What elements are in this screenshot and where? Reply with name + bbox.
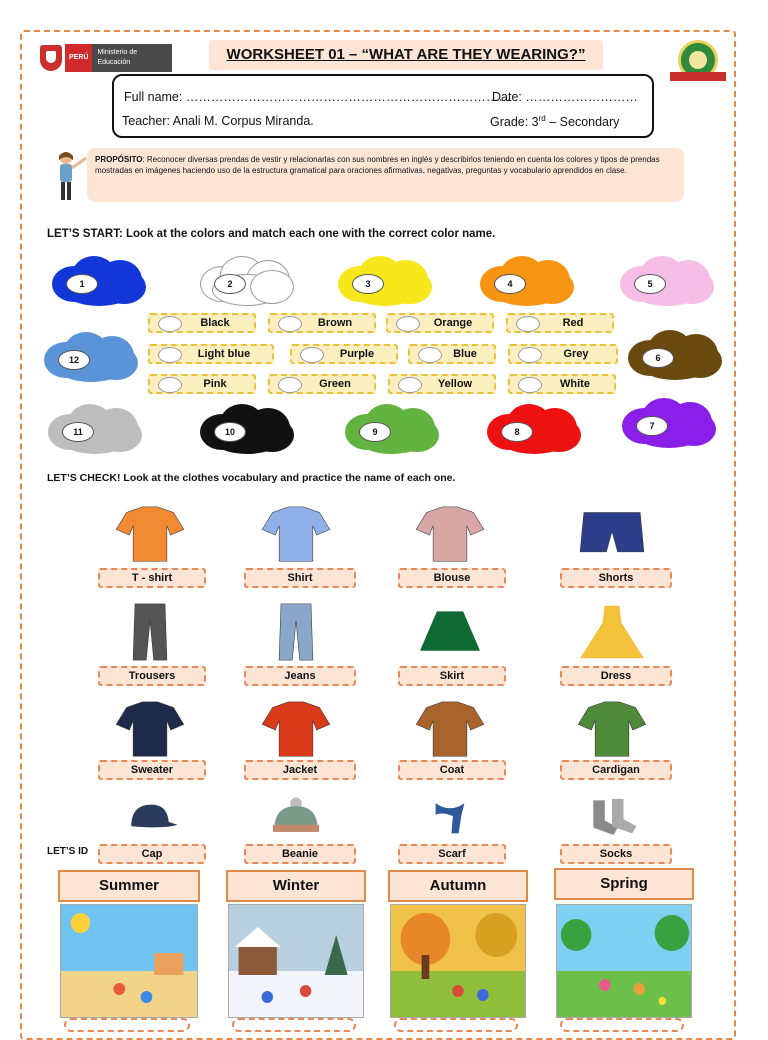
color-name-text: Yellow: [437, 378, 473, 390]
full-name-field[interactable]: Full name: ……………………………………………………………………: [124, 90, 511, 104]
color-name-option[interactable]: [148, 344, 274, 364]
shorts-icon: [562, 505, 662, 565]
answer-circle[interactable]: [396, 316, 420, 332]
season-title: Autumn: [388, 870, 528, 902]
clothes-label: T - shirt: [98, 568, 206, 588]
season-answer-box[interactable]: [232, 1018, 356, 1032]
clothes-label: Shorts: [560, 568, 672, 588]
dress-icon: [562, 602, 662, 662]
answer-circle[interactable]: [518, 347, 542, 363]
clothes-label: Skirt: [398, 666, 506, 686]
date-field[interactable]: Date: ………………………: [492, 90, 638, 104]
cloud-number: 10: [214, 422, 246, 442]
cloud-number: 9: [359, 422, 391, 442]
cloud-shape: [670, 270, 714, 304]
color-name-text: White: [560, 378, 590, 390]
cloud-number: 4: [494, 274, 526, 294]
cloud-shape: [395, 418, 439, 452]
season-picture: [390, 904, 526, 1018]
color-name-text: Grey: [563, 348, 589, 360]
cloud-number: 3: [352, 274, 384, 294]
section-check: LET’S CHECK! Look at the clothes vocabulary and practice the name of each one.: [47, 472, 456, 484]
color-cloud: [52, 256, 146, 306]
clothes-label: Cap: [98, 844, 206, 864]
color-cloud: [200, 404, 294, 454]
ministry-logo: [40, 44, 178, 72]
color-name-text: Brown: [317, 317, 353, 329]
answer-circle[interactable]: [158, 316, 182, 332]
cloud-number: 1: [66, 274, 98, 294]
purpose-box: [87, 148, 684, 202]
color-cloud: [345, 404, 439, 454]
color-name-option[interactable]: [508, 374, 616, 394]
answer-circle[interactable]: [300, 347, 324, 363]
answer-circle[interactable]: [516, 316, 540, 332]
color-cloud: [480, 256, 574, 306]
color-name-text: Purple: [339, 348, 375, 360]
season-picture: [60, 904, 198, 1018]
color-name-option[interactable]: [508, 344, 618, 364]
answer-circle[interactable]: [398, 377, 422, 393]
cloud-number: 2: [214, 274, 246, 294]
color-name-option[interactable]: [386, 313, 494, 333]
answer-circle[interactable]: [518, 377, 542, 393]
section-identify: LET’S ID: [47, 846, 89, 857]
clothes-label: Beanie: [244, 844, 356, 864]
grade-label: Grade: 3rd – Secondary: [490, 114, 620, 130]
color-cloud: [200, 256, 294, 306]
clothes-label: Trousers: [98, 666, 206, 686]
color-cloud: [338, 256, 432, 306]
color-cloud: [44, 332, 138, 382]
color-cloud: [487, 404, 581, 454]
beanie-icon: [246, 796, 346, 842]
cloud-shape: [530, 270, 574, 304]
color-name-option[interactable]: [148, 374, 256, 394]
season-picture: [228, 904, 364, 1018]
cloud-shape: [98, 418, 142, 452]
season-picture: [556, 904, 692, 1018]
color-name-option[interactable]: [388, 374, 496, 394]
color-name-text: Light blue: [197, 348, 251, 360]
clothes-label: Socks: [560, 844, 672, 864]
season-title: Winter: [226, 870, 366, 902]
clothes-label: Jeans: [244, 666, 356, 686]
clothes-label: Blouse: [398, 568, 506, 588]
answer-circle[interactable]: [278, 316, 302, 332]
answer-circle[interactable]: [278, 377, 302, 393]
blouse-icon: [400, 505, 500, 565]
cloud-number: 12: [58, 350, 90, 370]
color-name-option[interactable]: [148, 313, 256, 333]
season-answer-box[interactable]: [560, 1018, 684, 1032]
cloud-shape: [102, 270, 146, 304]
color-name-text: Black: [200, 317, 230, 329]
cap-icon: [100, 796, 200, 842]
color-cloud: [628, 330, 722, 380]
color-name-option[interactable]: [268, 374, 376, 394]
purpose-label: PROPÓSITO: [95, 155, 143, 164]
cloud-shape: [388, 270, 432, 304]
t-shirt-icon: [100, 505, 200, 565]
color-name-text: Pink: [203, 378, 227, 390]
clothes-label: Dress: [560, 666, 672, 686]
answer-circle[interactable]: [158, 347, 182, 363]
clothes-label: Scarf: [398, 844, 506, 864]
color-name-text: Green: [319, 378, 351, 390]
teacher-name: Teacher: Anali M. Corpus Miranda.: [122, 114, 314, 128]
section-start: LET’S START: Look at the colors and match each one with the correct color name.: [47, 228, 496, 240]
cloud-shape: [250, 418, 294, 452]
season-answer-box[interactable]: [394, 1018, 518, 1032]
ministry-name: Ministerio de Educación: [92, 44, 172, 72]
clothes-label: Jacket: [244, 760, 356, 780]
color-name-text: Blue: [453, 348, 477, 360]
color-name-text: Orange: [433, 317, 473, 329]
color-name-option[interactable]: [290, 344, 398, 364]
season-answer-box[interactable]: [64, 1018, 190, 1032]
color-cloud: [620, 256, 714, 306]
season-title: Summer: [58, 870, 200, 902]
clothes-label: Cardigan: [560, 760, 672, 780]
color-name-text: Red: [562, 317, 584, 329]
skirt-icon: [400, 602, 500, 662]
cardigan-icon: [562, 700, 662, 760]
color-name-option[interactable]: [408, 344, 496, 364]
worksheet-title: WORKSHEET 01 – “WHAT ARE THEY WEARING?”: [209, 40, 603, 70]
socks-icon: [562, 796, 662, 842]
cloud-number: 7: [636, 416, 668, 436]
cloud-number: 8: [501, 422, 533, 442]
answer-circle[interactable]: [158, 377, 182, 393]
student-info-box: [112, 74, 654, 138]
jacket-icon: [246, 700, 346, 760]
jeans-icon: [246, 602, 346, 662]
color-cloud: [622, 398, 716, 448]
clothes-label: Shirt: [244, 568, 356, 588]
peru-shield-icon: [40, 45, 62, 71]
scarf-icon: [400, 796, 500, 842]
cloud-number: 5: [634, 274, 666, 294]
answer-circle[interactable]: [418, 347, 442, 363]
clothes-label: Coat: [398, 760, 506, 780]
ministry-country: PERÚ: [65, 44, 92, 72]
clothes-label: Sweater: [98, 760, 206, 780]
cloud-shape: [678, 344, 722, 378]
teacher-figure-icon: [52, 150, 92, 204]
cloud-shape: [250, 270, 294, 304]
color-cloud: [48, 404, 142, 454]
season-title: Spring: [554, 868, 694, 900]
shirt-icon: [246, 505, 346, 565]
cloud-number: 11: [62, 422, 94, 442]
color-name-option[interactable]: [268, 313, 376, 333]
cloud-number: 6: [642, 348, 674, 368]
cloud-shape: [537, 418, 581, 452]
trousers-icon: [100, 602, 200, 662]
cloud-shape: [94, 346, 138, 380]
cloud-shape: [672, 412, 716, 446]
sweater-icon: [100, 700, 200, 760]
seal-ribbon: [670, 72, 726, 81]
purpose-text: : Reconocer diversas prendas de vestir y relacionarlas con sus nombres en inglés y describirlos teniendo en cuenta los colores y tipos de prendas mostradas en imágenes haciendo uso de la estructura gramatical para oraciones afirmativas, negativas, preguntas y vocabulario aprendidos en clase.: [95, 155, 660, 175]
color-name-option[interactable]: [506, 313, 614, 333]
coat-icon: [400, 700, 500, 760]
